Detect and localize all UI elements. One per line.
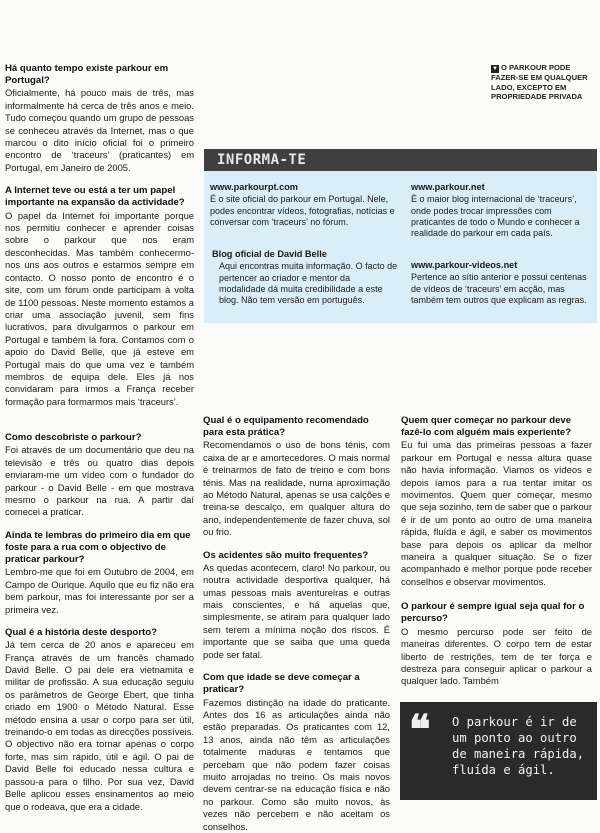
- answer: O papel da Internet foi importante porque nos permitiu conhecer e aprender coisas sobre o parkour que nos eram desconhecidas. Mas também conhecermo-nos uns aos outros e estarmos sempre em contacto. O nosso ponto de encontro é o site, com um fórum onde participam à volta de 1100 pessoas. Neste momento estamos a criar uma associação juvenil, sem fins lucrativos, para divulgarmos o parkour em Portugal e também lá fora. Contamos com o apoio do David Belle, que já esteve em Portugal mais do que uma vez e também membros de equipa dele. Eles já nos convidaram para irmos a França receber formação para formarmos mais ‘traceurs’.: [5, 209, 194, 407]
- info-item-text: Aqui encontras muita informação. O facto de pertencer ao criador e mentor da modalidade dá muita credibilidade a este blog. Não tem versão em português.: [219, 261, 398, 306]
- question: Os acidentes são muito frequentes?: [203, 549, 369, 561]
- quote-mark-icon: ❝: [409, 706, 427, 753]
- info-box-header: [204, 149, 597, 171]
- interview-column-1: [5, 63, 194, 813]
- interview-column-2: [203, 415, 390, 833]
- question: O parkour é sempre igual seja qual for o percurso?: [401, 601, 585, 625]
- answer: O mesmo percurso pode ser feito de maneiras diferentes. O corpo tem de estar liberto de restrições, tem de ter força e destreza para conseguir aplicar o parkour a qualquer lado. Também: [401, 625, 592, 687]
- answer: Fazemos distinção na idade do praticante. Antes dos 16 as articulações ainda não estão preparadas. Os praticantes com 12, 13 anos, ainda não têm as articulações totalmente maduras e tentamos que percebam que não podem fazer coisas muito arrojadas no treino. Os mais novos devem centrar-se na educação física e não no parkour. Como são muito novos, às vezes não percebem e não aceitam os conselhos.: [203, 696, 390, 832]
- interview-column-3: [401, 415, 592, 688]
- info-item: [411, 182, 597, 239]
- answer: Lembro-me que foi em Outubro de 2004, em Campo de Ourique. Aquilo que eu fiz não era bem parkour, mas foi interessante por ser a primeira vez.: [5, 566, 194, 615]
- answer: Oficialmente, há pouco mais de três, mas informalmente há cerca de três anos e meio. Tudo começou quando um grupo de pessoas se conheceu através da Internet, mas o que marcou o dito início oficial foi o primeiro encontro de ‘traceurs’ (praticantes) em Portugal, em Janeiro de 2005.: [5, 87, 194, 173]
- answer: Já tem cerca de 20 anos e apareceu em França através de um francês chamado David Belle. O pai dele era vietnamita e militar de profissão. A sua educação seguiu os parâmetros de George Ebert, que tinha criado em 1900 o Método Natural. Esse método ensina a usar o corpo para ser útil, treinando-o em todas as direcções possíveis. O objectivo não era tornar apenas o corpo forte, mas sim rápido, útil e ágil. O pai de David Belle foi educado nessa cultura e passou-a para o filho. Por sua vez, David Belle aplicou esses ensinamentos ao meio que o rodeava, que era a cidade.: [5, 639, 194, 812]
- arrow-down-icon: ▼: [492, 66, 498, 72]
- info-item-text: Pertence ao sítio anterior e possui centenas de vídeos de ‘traceurs’ em acção, mas também tem outros que explicam as regras.: [411, 272, 587, 305]
- question: Com que idade se deve começar a praticar?: [203, 672, 360, 696]
- question: A Internet teve ou está a ter um papel importante na expansão da actividade?: [5, 185, 185, 209]
- info-item-text: É o maior blog internacional de ‘traceurs’, onde podes trocar impressões com praticantes de todo o Mundo e conhecer a realidade do parkour em cada país.: [411, 194, 580, 239]
- info-item: [212, 249, 398, 306]
- info-item-title[interactable]: www.parkour-videos.net: [411, 260, 518, 270]
- question: Quem quer começar no parkour deve fazê-lo com alguém mais experiente?: [401, 415, 572, 439]
- question: Qual é o equipamento recomendado para esta prática?: [203, 415, 369, 439]
- question: Como descobriste o parkour?: [5, 432, 142, 444]
- question: Há quanto tempo existe parkour em Portugal?: [5, 63, 169, 87]
- info-box-title: INFORMA-TE: [217, 152, 307, 168]
- info-item: [210, 182, 398, 228]
- question: Qual é a história deste desporto?: [5, 627, 157, 639]
- info-item-title[interactable]: www.parkour.net: [411, 182, 485, 192]
- answer: Eu fui uma das primeiras pessoas a fazer parkour em Portugal e nessa altura quase não havia informação. Viamos os vídeos e depois íamos para a rua tentar imitar os movimentos. Quem quer começar, mesmo que seja sozinho, tem de saber que o parkour é ir de um ponto ao outro de uma maneira rápida, fluída e ágil, e saber os movimentos base para depois os aplicar da melhor maneira a qualquer situação. Se o fizer acompanhado é melhor porque pode receber conselhos e observar movimentos.: [401, 439, 592, 587]
- answer: Foi através de um documentário que deu na televisão e três ou quatro dias depois enviaram-me um vídeo com o fundador do parkour - o David Belle - em que mostrava mesmo o parkour na rua. A partir daí comecei a praticar.: [5, 444, 194, 518]
- question: Ainda te lembras do primeiro dia em que foste para a rua com o objectivo de praticar parkour?: [5, 529, 191, 566]
- info-item-title: Blog oficial de David Belle: [212, 249, 327, 259]
- info-item-title[interactable]: www.parkourpt.com: [210, 182, 298, 192]
- answer: As quedas acontecem, claro! No parkour, ou noutra actividade desportiva qualquer, há umas pessoas mais aventureiras e outras mais conscientes, e há aquelas que, simplesmente, se atiram para qualquer lado sem terem a mínima noção dos riscos. É importante que se saiba que uma queda pode ser fatal.: [203, 561, 390, 660]
- info-item-text: É o site oficial do parkour em Portugal. Nele, podes encontrar vídeos, fotografias, notícias e conversar com ‘traceurs’ no fórum.: [210, 194, 395, 227]
- info-box: [204, 149, 597, 323]
- pull-quote-text: O parkour é ir de um ponto ao outro de maneira rápida, fluída e ágil.: [452, 715, 585, 777]
- photo-caption: [491, 63, 597, 102]
- pull-quote: [400, 702, 597, 800]
- answer: Recomendamos o uso de bons ténis, com caixa de ar e amortecedores. O mais normal é treinarmos de fato de treino e com bons ténis. Mas na realidade, numa aproximação ao Método Natural, apenas se usa calções e treina-se descalço, em qualquer altura do ano, independentemente de fazer chuva, sol ou frio.: [203, 439, 390, 538]
- caption-text: O PARKOUR PODE FAZER-SE EM QUALQUER LADO, EXCEPTO EM PROPRIEDADE PRIVADA: [491, 63, 588, 102]
- info-item: [411, 260, 597, 306]
